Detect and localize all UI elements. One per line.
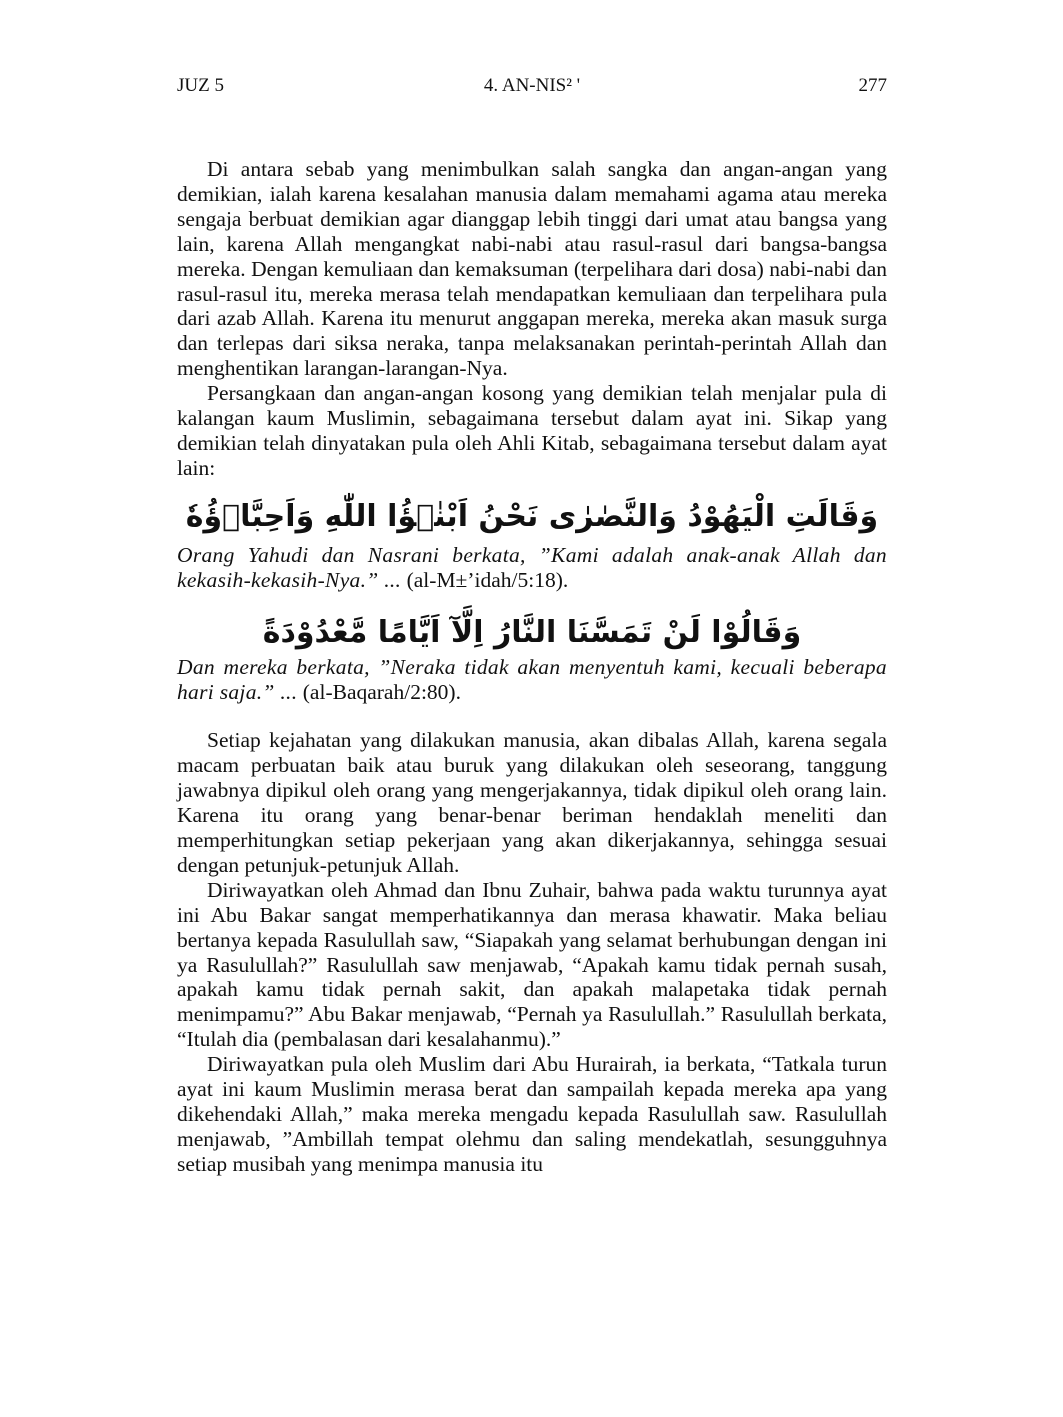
verse-1-translation [177,543,887,593]
paragraph: Diriwayatkan oleh Ahmad dan Ibnu Zuhair, bahwa pada waktu turunnya ayat ini Abu Bakar sangat memperhatikannya dan merasa khawatir. Maka beliau bertanya kepada Rasulullah saw, “Siapakah yang selamat berhubungan dengan ini ya Rasulullah?” Rasulullah saw menjawab, “Apakah kamu tidak pernah susah, apakah kamu tidak pernah sakit, dan apakah malapetaka tidak pernah menimpamu?” Abu Bakar menjawab, “Pernah ya Rasulullah.” Rasulullah berkata, “Itulah dia (pembalasan dari kesalahanmu).” [177,877,887,1052]
section-gap [177,704,887,728]
paragraph: Diriwayatkan pula oleh Muslim dari Abu Hurairah, ia berkata, “Tatkala turun ayat ini kaum Muslimin merasa berat dan sampailah kepada mereka apa yang dikehendaki Allah,” maka mereka mengadu kepada Rasulullah saw. Rasulullah menjawab, ”Ambillah tempat olehmu dan saling mendekatlah, sesungguhnya setiap musibah yang menimpa manusia itu [177,1052,887,1176]
verse-2-text: Dan mereka berkata, ”Neraka tidak akan menyentuh kami, kecuali beberapa hari saja.” ... [177,654,887,704]
page-body [177,157,887,1177]
running-header [177,72,887,100]
juz-label: JUZ 5 [177,75,224,96]
paragraph: Persangkaan dan angan-angan kosong yang demikian telah menjalar pula di kalangan kaum Muslimin, sebagaimana tersebut dalam ayat ini. Sikap yang demikian telah dinyatakan pula oleh Ahli Kitab, sebagaimana tersebut dalam ayat lain: [177,381,887,480]
verse-1-text: Orang Yahudi dan Nasrani berkata, ”Kami adalah anak-anak Allah dan kekasih-kekasih-Nya.” ... [177,542,887,592]
paragraph: Setiap kejahatan yang dilakukan manusia, akan dibalas Allah, karena segala macam perbuatan baik atau buruk yang dilakukan oleh seseorang, tanggung jawabnya dipikul oleh orang yang mengerjakannya, tidak dipikul oleh orang lain. Karena itu orang yang benar-benar beriman hendaklah meneliti dan memperhitungkan setiap pekerjaan yang akan dikerjakannya, sehingga sesuai dengan petunjuk-petunjuk Allah. [177,728,887,877]
page-number: 277 [858,75,887,96]
arabic-verse-1: وَقَالَتِ الْيَهُوْدُ وَالنَّصٰرٰى نَحْنُ اَبْنٰۤؤُا اللّٰهِ وَاَحِبَّاۤؤُهٗ [185,498,879,534]
surah-title: 4. AN-NIS² ' [483,75,581,96]
verse-2-translation [177,655,887,705]
paragraph: Di antara sebab yang menimbulkan salah sangka dan angan-angan yang demikian, ialah karena kesalahan manusia dalam memahami agama atau mereka sengaja berbuat demikian agar dianggap lebih tinggi dari umat atau bangsa yang lain, karena Allah mengangkat nabi-nabi atau rasul-rasul dari bangsa-bangsa mereka. Dengan kemuliaan dan kemaksuman (terpelihara dari dosa) nabi-nabi dan rasul-rasul itu, mereka merasa telah mendapatkan kemuliaan dan terpelihara pula dari azab Allah. Karena itu menurut anggapan mereka, mereka akan masuk surga dan terlepas dari siksa neraka, tanpa melaksanakan perintah-perintah Allah dan menghentikan larangan-larangan-Nya. [177,157,887,381]
arabic-verse-2: وَقَالُوْا لَنْ تَمَسَّنَا النَّارُ اِلَّآ اَيَّامًا مَّعْدُوْدَةً [262,614,802,650]
verse-2-reference: (al-Baqarah/2:80). [302,679,461,704]
verse-1-reference: (al-M±’idah/5:18). [406,567,569,592]
